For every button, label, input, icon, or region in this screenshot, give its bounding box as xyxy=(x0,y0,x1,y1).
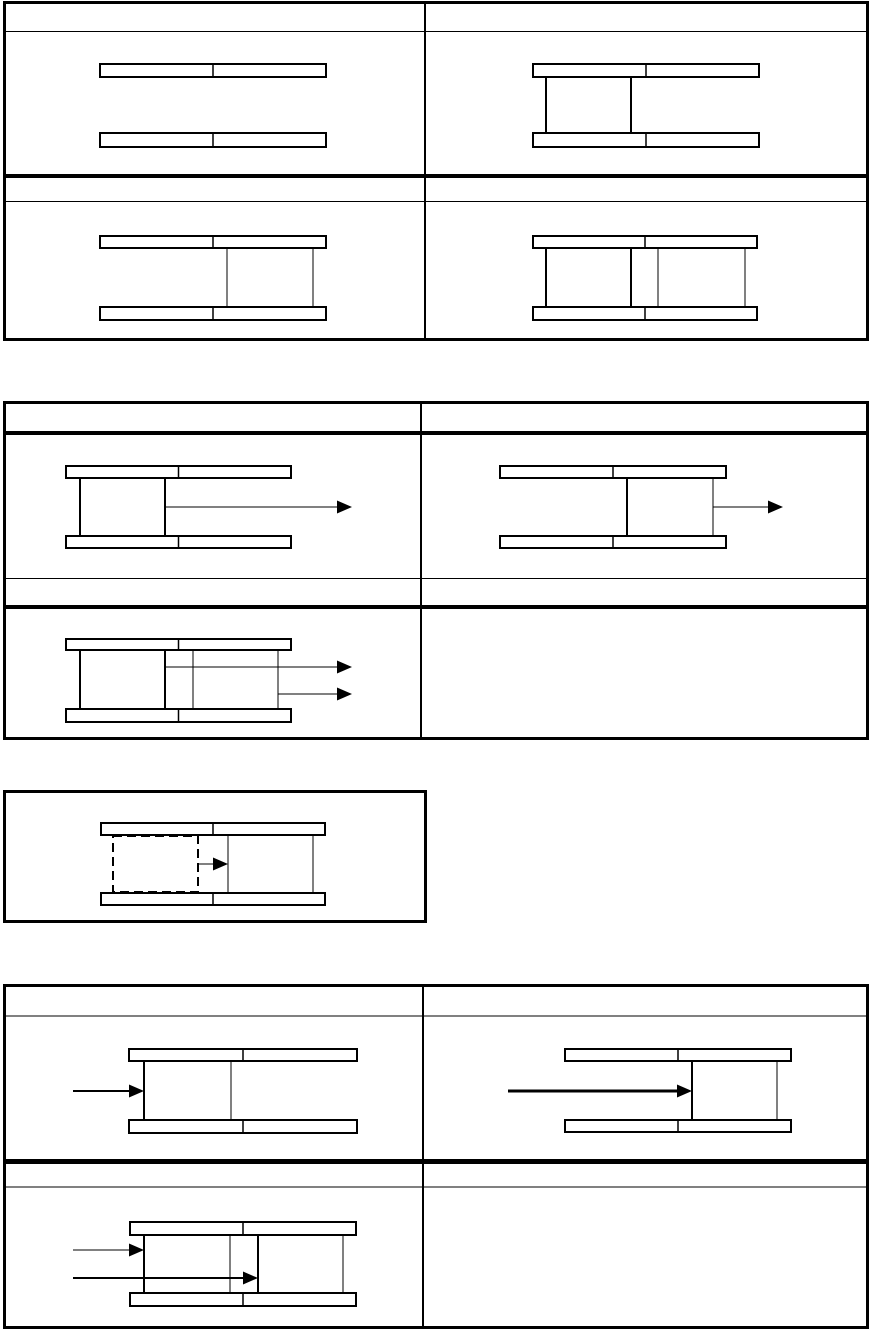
fig-t3-row1-right-long-arrow-into-right-box xyxy=(508,1049,791,1132)
table-2-extension-out-outer-border xyxy=(5,403,868,739)
table-1-base-combinations-outer-border xyxy=(5,3,868,340)
fig-t1-row1-right-left-segment-box xyxy=(533,64,759,147)
table-2-extension-out xyxy=(5,403,868,739)
fig-t2-row1-right-box-arrow-out xyxy=(500,466,783,548)
fig-t2-row1-right-box-arrow-out-arrow-head-1 xyxy=(768,501,783,514)
fig-note-dashed-box-arrow-to-solid-box-arrow-head-1 xyxy=(213,858,228,871)
fig-t3-row1-right-long-arrow-into-right-box-arrow-head-1 xyxy=(677,1085,692,1098)
fig-t3-row2-left-two-arrows-into-boxes-arrow-head-2 xyxy=(243,1272,258,1285)
fig-t2-row2-left-two-boxes-two-arrows-out-arrow-head-2 xyxy=(337,688,352,701)
fig-t3-row1-left-arrow-into-left-box-arrow-head-1 xyxy=(129,1085,144,1098)
fig-t1-row2-right-both-segment-boxes xyxy=(533,236,757,320)
table-1-base-combinations xyxy=(5,3,868,340)
fig-t1-row1-left-two-bars-no-link xyxy=(100,64,326,147)
fig-t3-row2-left-two-arrows-into-boxes xyxy=(73,1222,356,1306)
fig-note-dashed-box-arrow-to-solid-box-dashed-box-1 xyxy=(113,836,198,892)
table-3-extension-in-outer-border xyxy=(5,986,868,1328)
fig-t3-row2-left-two-arrows-into-boxes-arrow-head-1 xyxy=(129,1244,144,1257)
fig-t2-row2-left-two-boxes-two-arrows-out-arrow-head-1 xyxy=(337,661,352,674)
fig-t2-row2-left-two-boxes-two-arrows-out xyxy=(66,639,352,722)
table-3-extension-in xyxy=(5,986,868,1328)
fig-t1-row2-left-right-segment-box xyxy=(100,236,326,320)
fig-t2-row1-left-box-arrow-out-arrow-head-1 xyxy=(337,501,352,514)
fig-t3-row1-left-arrow-into-left-box xyxy=(73,1049,357,1133)
fig-note-dashed-box-arrow-to-solid-box xyxy=(101,823,325,905)
fig-t2-row1-left-box-arrow-out xyxy=(66,466,352,548)
